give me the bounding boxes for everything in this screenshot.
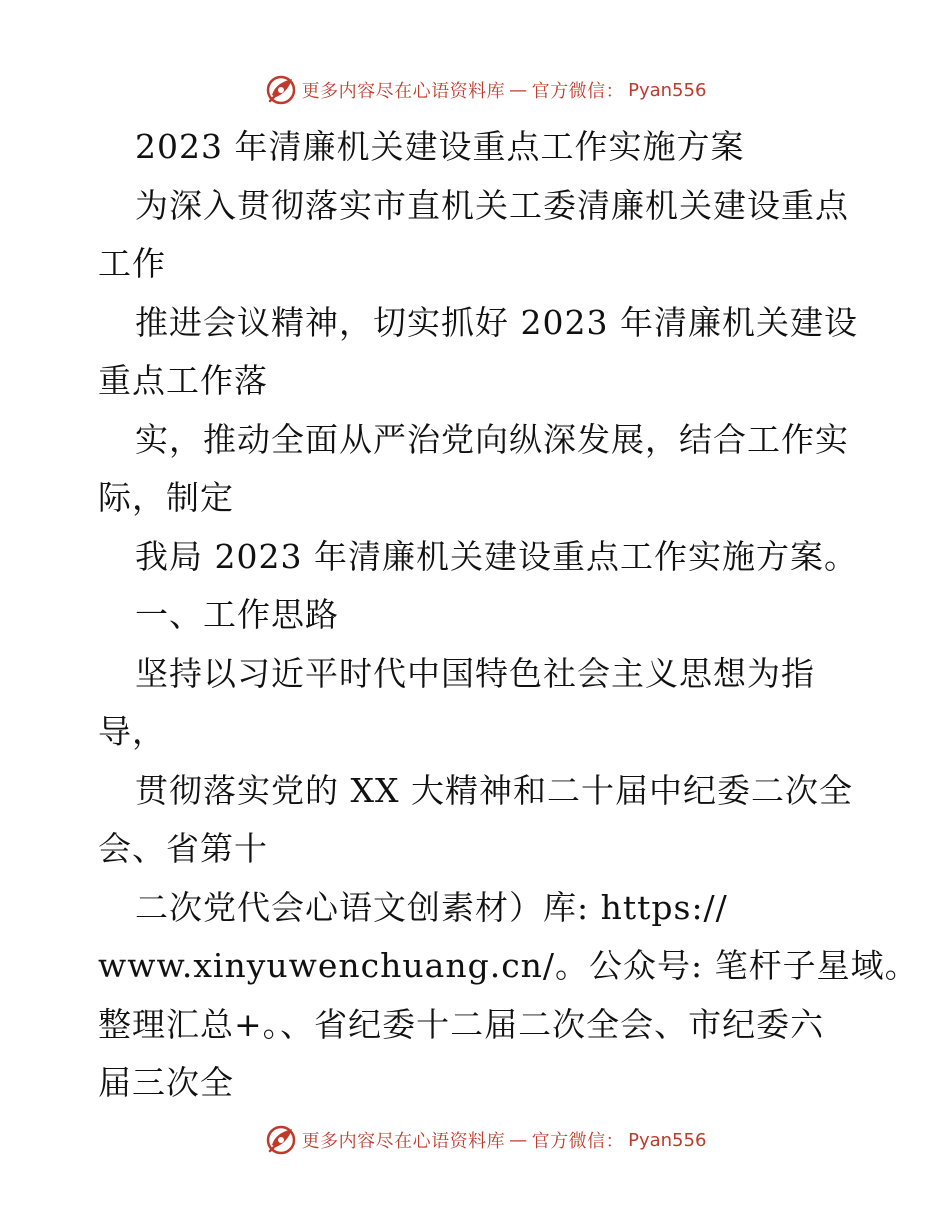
header-wechat-label: 官方微信： <box>531 81 625 102</box>
document-line: 际，制定 <box>98 478 234 517</box>
footer-separator: — <box>509 1129 528 1151</box>
footer-banner <box>0 1120 950 1160</box>
document-line: 为深入贯彻落实市直机关工委清廉机关建设重点 <box>135 185 849 225</box>
document-line: 届三次全 <box>98 1063 234 1102</box>
document-line: 重点工作落 <box>98 361 268 400</box>
footer-brand-text: 更多内容尽在心语资料库 <box>301 1131 506 1152</box>
header-banner <box>0 70 950 110</box>
document-line: 贯彻落实党的 XX 大精神和二十届中纪委二次全 <box>135 770 853 810</box>
document-line: 实，推动全面从严治党向纵深发展，结合工作实 <box>135 419 849 459</box>
footer-wechat-id: Pyan556 <box>628 1129 707 1151</box>
document-line: 坚持以习近平时代中国特色社会主义思想为指 <box>135 653 815 693</box>
document-body <box>98 118 919 1113</box>
pen-nib-logo-icon <box>264 1123 298 1157</box>
header-separator: — <box>509 79 528 101</box>
document-line: 2023 年清廉机关建设重点工作实施方案 <box>135 127 745 166</box>
document-line: 工作 <box>98 244 166 283</box>
header-wechat-id: Pyan556 <box>628 79 707 101</box>
document-line: www.xinyuwenchuang.cn/。公众号: 笔杆子星域。 <box>98 946 919 985</box>
footer-wechat-label: 官方微信： <box>531 1131 625 1152</box>
document-line: 会、省第十 <box>98 829 268 868</box>
header-banner-inner <box>264 73 707 107</box>
footer-banner-inner <box>264 1123 707 1157</box>
document-line: 我局 2023 年清廉机关建设重点工作实施方案。 <box>135 536 858 576</box>
document-line: 导， <box>98 712 166 751</box>
pen-nib-logo-icon <box>264 73 298 107</box>
document-line: 推进会议精神，切实抓好 2023 年清廉机关建设 <box>135 302 858 342</box>
document-line: 整理汇总+。、省纪委十二届二次全会、市纪委六 <box>98 1004 825 1044</box>
document-line: 二次党代会心语文创素材）库: https:// <box>135 887 728 927</box>
document-line: 一、工作思路 <box>135 595 339 634</box>
header-brand-text: 更多内容尽在心语资料库 <box>301 81 506 102</box>
